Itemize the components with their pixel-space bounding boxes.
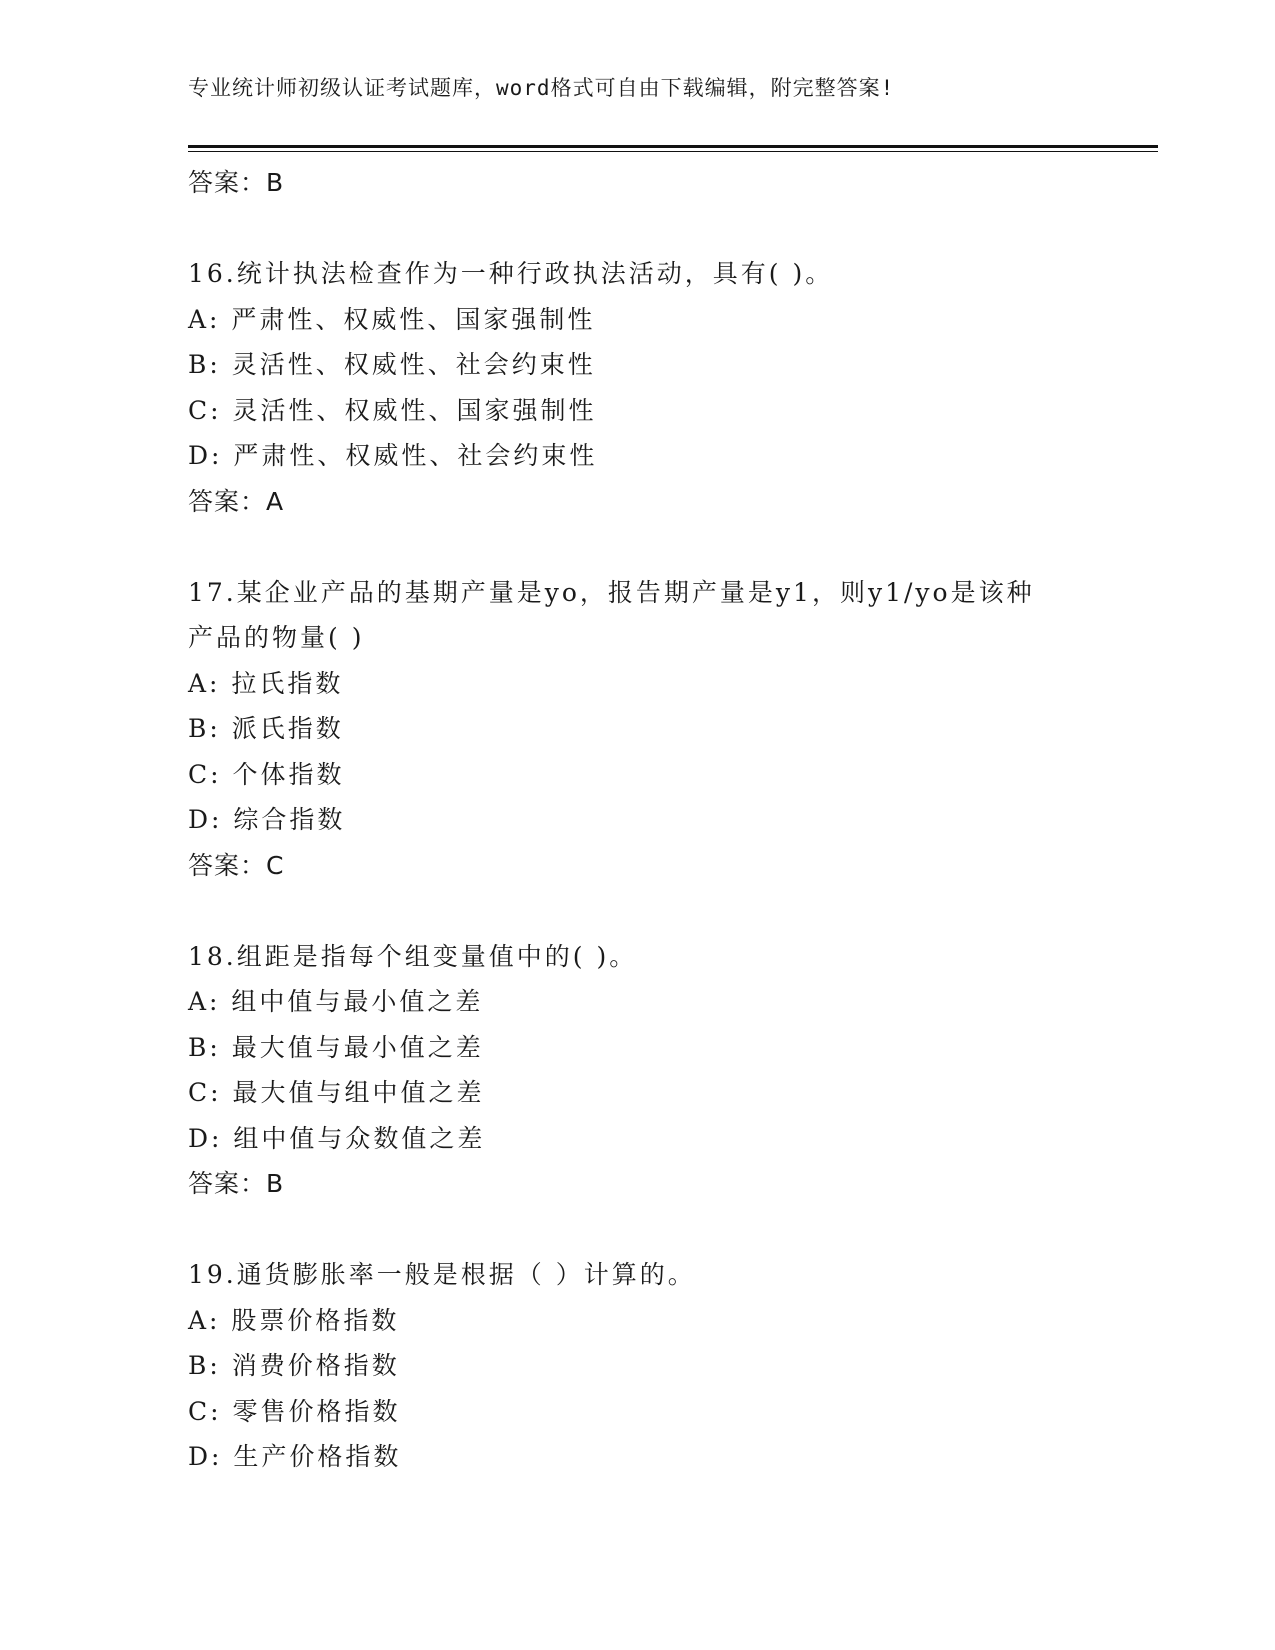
option-c: C: 个体指数 <box>188 759 345 789</box>
option-a: A: 组中值与最小值之差 <box>188 987 484 1016</box>
option-b: B: 最大值与最小值之差 <box>188 1032 484 1062</box>
question-19 <box>188 1252 1148 1480</box>
question-list <box>188 160 1148 1480</box>
answer: 答案：B <box>188 1169 285 1198</box>
question-stem-continued: 产品的物量( ) <box>188 623 365 652</box>
question-stem: 19.通货膨胀率一般是根据（ ）计算的。 <box>188 1260 696 1289</box>
option-a: A: 股票价格指数 <box>188 1305 400 1335</box>
answer: 答案：C <box>188 850 285 880</box>
header-rule-thick <box>188 145 1158 148</box>
spacer <box>188 888 1148 934</box>
question-stem: 18.组距是指每个组变量值中的( )。 <box>188 941 638 971</box>
option-c: C: 灵活性、权威性、国家强制性 <box>188 395 597 425</box>
question-18 <box>188 934 1148 1207</box>
option-a: A: 拉氏指数 <box>188 668 344 698</box>
spacer <box>188 1207 1148 1253</box>
question-17 <box>188 570 1148 889</box>
option-d: D: 组中值与众数值之差 <box>188 1123 486 1153</box>
previous-answer: 答案：B <box>188 168 285 197</box>
header-rule-thin <box>188 151 1158 152</box>
option-c: C: 最大值与组中值之差 <box>188 1078 485 1107</box>
option-b: B: 派氏指数 <box>188 714 344 743</box>
question-stem: 17.某企业产品的基期产量是yo，报告期产量是y1，则y1/yo是该种 <box>188 577 1035 607</box>
option-b: B: 消费价格指数 <box>188 1351 400 1380</box>
option-c: C: 零售价格指数 <box>188 1396 401 1426</box>
option-d: D: 综合指数 <box>188 805 346 834</box>
option-b: B: 灵活性、权威性、社会约束性 <box>188 350 596 379</box>
question-stem: 16.统计执法检查作为一种行政执法活动，具有( )。 <box>188 259 834 288</box>
page-header: 专业统计师初级认证考试题库，word格式可自由下载编辑，附完整答案! <box>188 76 895 100</box>
option-d: D: 严肃性、权威性、社会约束性 <box>188 441 598 470</box>
spacer <box>188 524 1148 570</box>
spacer <box>188 206 1148 252</box>
answer: 答案：A <box>188 486 285 516</box>
question-16 <box>188 251 1148 524</box>
option-d: D: 生产价格指数 <box>188 1442 402 1471</box>
option-a: A: 严肃性、权威性、国家强制性 <box>188 304 596 334</box>
